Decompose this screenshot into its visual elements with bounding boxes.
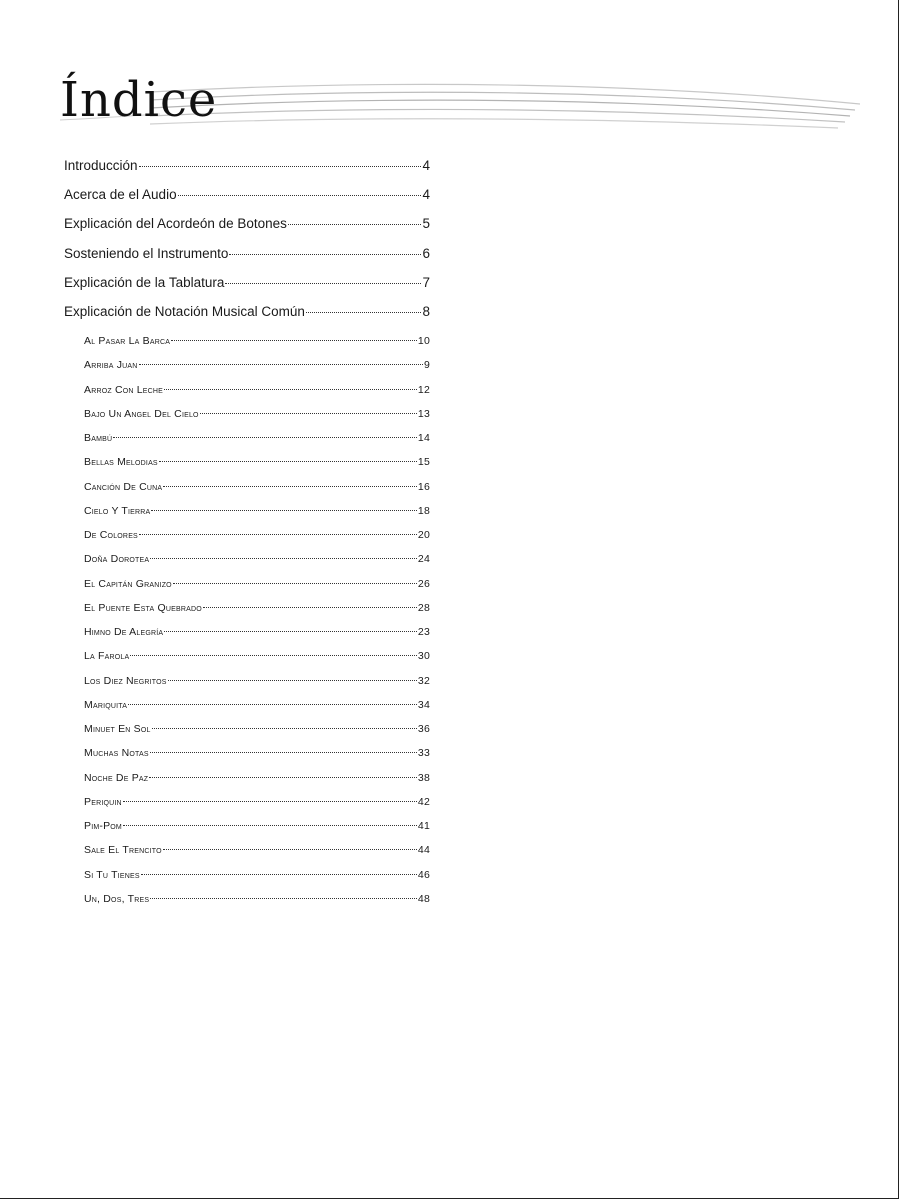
dot-leader: [203, 607, 417, 608]
toc-entry-page-number: 7: [422, 274, 430, 290]
dot-leader: [171, 340, 417, 341]
toc-main-section: [64, 158, 430, 333]
toc-entry: [64, 723, 430, 747]
toc-entry-page-number: 6: [422, 245, 430, 261]
toc-entry-page-number: 16: [417, 480, 430, 493]
toc-entry: [64, 747, 430, 771]
toc-entry: [64, 505, 430, 529]
page-title: Índice: [60, 72, 218, 128]
toc-entry-page-number: 34: [417, 698, 430, 711]
toc-entry-page-number: 28: [417, 601, 430, 614]
toc-entry: [64, 158, 430, 187]
toc-entry-title: Explicación de Notación Musical Común: [64, 303, 305, 319]
dot-leader: [152, 728, 417, 729]
toc-entry-title: Bellas Melodias: [84, 456, 158, 469]
toc-songs-section: [64, 335, 430, 917]
dot-leader: [150, 752, 417, 753]
toc-entry: [64, 626, 430, 650]
toc-entry: [64, 246, 430, 275]
toc-entry-page-number: 26: [417, 577, 430, 590]
toc-entry: [64, 481, 430, 505]
dot-leader: [173, 583, 417, 584]
toc-entry: [64, 602, 430, 626]
toc-entry-title: Un, Dos, Tres: [84, 892, 150, 905]
toc-entry-page-number: 24: [417, 553, 430, 566]
dot-leader: [123, 825, 417, 826]
toc-entry-title: Acerca de el Audio: [64, 187, 177, 203]
toc-entry-page-number: 42: [417, 795, 430, 808]
toc-entry: [64, 578, 430, 602]
toc-entry: [64, 650, 430, 674]
toc-entry-title: Noche De Paz: [84, 771, 149, 784]
toc-entry-page-number: 48: [417, 892, 430, 905]
toc-entry-title: Explicación de la Tablatura: [64, 274, 225, 290]
dot-leader: [150, 558, 417, 559]
dot-leader: [150, 898, 417, 899]
toc-entry-page-number: 36: [417, 723, 430, 736]
toc-entry-title: Doña Dorotea: [84, 553, 150, 566]
toc-entry: [64, 408, 430, 432]
toc-entry-title: De Colores: [84, 529, 138, 542]
toc-entry: [64, 432, 430, 456]
toc-entry-title: Sosteniendo el Instrumento: [64, 245, 229, 261]
dot-leader: [163, 849, 417, 850]
toc-entry-page-number: 46: [417, 868, 430, 881]
toc-entry: [64, 699, 430, 723]
dot-leader: [178, 195, 422, 196]
toc-entry-page-number: 14: [417, 432, 430, 445]
dot-leader: [163, 486, 417, 487]
toc-entry-title: Los Diez Negritos: [84, 674, 167, 687]
dot-leader: [130, 655, 417, 656]
toc-entry-page-number: 4: [422, 158, 430, 173]
dot-leader: [164, 631, 417, 632]
toc-entry-title: Arroz Con Leche: [84, 383, 164, 396]
toc-entry-title: Al Pasar La Barca: [84, 335, 171, 348]
toc-entry-title: Cielo Y Tierra: [84, 504, 151, 517]
toc-entry-title: El Puente Esta Quebrado: [84, 601, 202, 614]
toc-entry-title: Periquin: [84, 795, 122, 808]
toc-entry-page-number: 12: [417, 383, 430, 396]
toc-entry: [64, 772, 430, 796]
toc-entry-page-number: 32: [417, 674, 430, 687]
toc-entry: [64, 675, 430, 699]
toc-entry: [64, 275, 430, 304]
toc-entry-title: Sale El Trencito: [84, 844, 162, 857]
toc-entry-page-number: 9: [423, 359, 430, 372]
toc-entry: [64, 529, 430, 553]
toc-entry: [64, 553, 430, 577]
dot-leader: [139, 364, 423, 365]
toc-entry-page-number: 41: [417, 820, 430, 833]
toc-entry: [64, 359, 430, 383]
toc-entry-page-number: 38: [417, 771, 430, 784]
toc-entry-title: Mariquita: [84, 698, 128, 711]
dot-leader: [229, 254, 421, 255]
dot-leader: [200, 413, 417, 414]
dot-leader: [113, 437, 417, 438]
toc-entry: [64, 456, 430, 480]
dot-leader: [164, 389, 417, 390]
toc-entry-title: Bajo Un Angel Del Cielo: [84, 407, 199, 420]
toc-entry: [64, 893, 430, 917]
toc-entry: [64, 335, 430, 359]
table-of-contents: [64, 158, 430, 917]
dot-leader: [288, 224, 422, 225]
toc-entry-title: Minuet En Sol: [84, 723, 151, 736]
dot-leader: [139, 166, 422, 167]
toc-entry-page-number: 18: [417, 504, 430, 517]
toc-entry: [64, 820, 430, 844]
toc-entry-title: Arriba Juan: [84, 359, 138, 372]
dot-leader: [123, 801, 417, 802]
toc-entry-page-number: 13: [417, 407, 430, 420]
toc-entry-title: Explicación del Acordeón de Botones: [64, 216, 287, 232]
toc-entry-page-number: 10: [417, 335, 430, 348]
toc-entry: [64, 384, 430, 408]
dot-leader: [128, 704, 417, 705]
dot-leader: [225, 283, 421, 284]
toc-entry-title: La Farola: [84, 650, 130, 663]
toc-entry-page-number: 4: [422, 187, 430, 203]
toc-entry: [64, 844, 430, 868]
dot-leader: [149, 777, 417, 778]
toc-entry: [64, 216, 430, 245]
toc-entry: [64, 187, 430, 216]
dot-leader: [168, 680, 417, 681]
toc-entry-title: Si Tu Tienes: [84, 868, 140, 881]
toc-entry-page-number: 20: [417, 529, 430, 542]
toc-entry-title: Himno De Alegría: [84, 626, 164, 639]
toc-entry-title: Canción De Cuna: [84, 480, 163, 493]
toc-entry-title: Introducción: [64, 158, 138, 173]
dot-leader: [151, 510, 416, 511]
toc-entry-page-number: 23: [417, 626, 430, 639]
toc-entry-page-number: 5: [422, 216, 430, 232]
toc-entry-title: Bambú: [84, 432, 113, 445]
toc-entry-page-number: 30: [417, 650, 430, 663]
toc-entry-page-number: 33: [417, 747, 430, 760]
dot-leader: [139, 534, 417, 535]
toc-entry-page-number: 15: [417, 456, 430, 469]
dot-leader: [141, 874, 417, 875]
toc-entry-title: Pim-Pom: [84, 820, 122, 833]
toc-entry-title: El Capitán Granizo: [84, 577, 172, 590]
toc-entry-page-number: 44: [417, 844, 430, 857]
toc-entry-title: Muchas Notas: [84, 747, 149, 760]
toc-entry-page-number: 8: [422, 303, 430, 319]
toc-entry: [64, 304, 430, 333]
toc-entry: [64, 869, 430, 893]
dot-leader: [306, 312, 422, 313]
toc-entry: [64, 796, 430, 820]
dot-leader: [159, 461, 417, 462]
